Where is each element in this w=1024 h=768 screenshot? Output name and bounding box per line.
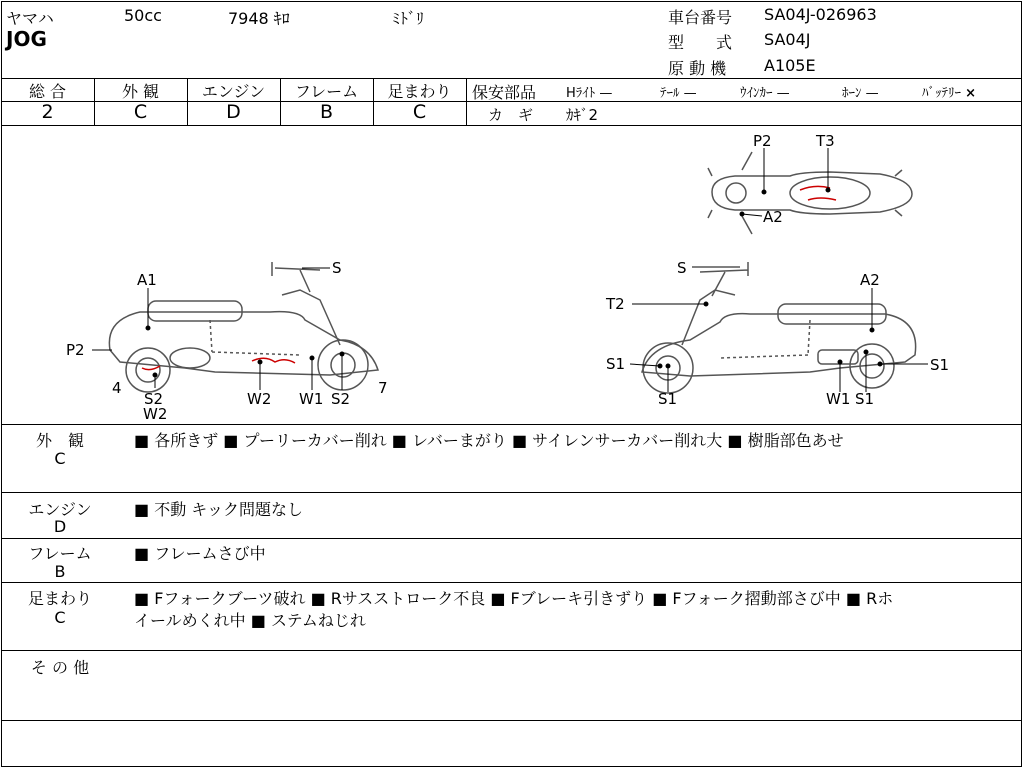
color: ﾐﾄﾞﾘ bbox=[392, 9, 425, 28]
label-left-4: 4 bbox=[112, 379, 122, 397]
grade-value-overall: 2 bbox=[41, 101, 54, 123]
safety-label: 保安部品 bbox=[472, 83, 537, 102]
label-left-w2b: W2 bbox=[247, 390, 272, 408]
displacement: 50cc bbox=[124, 6, 162, 25]
section-suspension-grade: C bbox=[54, 608, 66, 627]
label-left-s2b: S2 bbox=[331, 390, 351, 408]
label-left-s: S bbox=[332, 259, 342, 277]
grade-label-engine: エンジン bbox=[201, 82, 266, 101]
frame-number-label: 車台番号 bbox=[668, 8, 733, 27]
grade-value-engine: D bbox=[226, 101, 241, 123]
handlebar-left bbox=[272, 262, 320, 292]
label-top-t3: T3 bbox=[816, 132, 835, 150]
section-engine-grade: D bbox=[53, 517, 67, 536]
label-left-p2: P2 bbox=[66, 341, 85, 359]
label-left-a1: A1 bbox=[137, 271, 157, 289]
section-suspension-text-2: イールめくれ中 ■ ステムねじれ bbox=[134, 611, 366, 630]
safety-item-tail: ﾃｰﾙ — bbox=[660, 86, 697, 101]
section-frame-grade: B bbox=[54, 562, 66, 581]
engine-value: A105E bbox=[764, 56, 816, 75]
section-suspension-label: 足まわり bbox=[27, 589, 92, 608]
divider bbox=[1, 538, 1022, 539]
grade-label-frame: フレーム bbox=[294, 82, 359, 101]
section-engine-text: ■ 不動 キック問題なし bbox=[134, 500, 303, 519]
type-value: SA04J bbox=[764, 30, 811, 49]
frame-number: SA04J-026963 bbox=[764, 5, 877, 24]
section-exterior-text: ■ 各所きず ■ プーリーカバー削れ ■ レバーまがり ■ サイレンサーカバー削れ大 ■ 樹脂部色あせ bbox=[134, 431, 844, 450]
divider bbox=[1, 582, 1022, 583]
type-label: 型 式 bbox=[668, 33, 733, 52]
divider bbox=[1, 650, 1022, 651]
label-top-a2: A2 bbox=[763, 208, 783, 226]
front-wheel-left bbox=[318, 340, 368, 390]
label-left-7: 7 bbox=[378, 379, 388, 397]
engine-label: 原 動 機 bbox=[668, 59, 727, 78]
label-right-s1c: S1 bbox=[658, 390, 678, 408]
section-frame-label: フレーム bbox=[28, 544, 92, 563]
label-right-s1b: S1 bbox=[930, 356, 950, 374]
top-handlebar bbox=[742, 152, 752, 234]
label-right-s1d: S1 bbox=[855, 390, 875, 408]
safety-item-horn: ﾎｰﾝ — bbox=[842, 86, 879, 101]
section-exterior-label: 外 観 bbox=[35, 431, 84, 450]
label-left-s2: S2 bbox=[144, 390, 164, 408]
grade-value-suspension: C bbox=[412, 101, 427, 123]
label-right-s: S bbox=[677, 259, 687, 277]
grade-label-exterior: 外 観 bbox=[121, 82, 160, 101]
model-name: JOG bbox=[6, 27, 47, 51]
grade-label-overall: 総 合 bbox=[28, 82, 67, 101]
label-left-w1: W1 bbox=[299, 390, 324, 408]
section-exterior-grade: C bbox=[54, 449, 66, 468]
label-right-s1a: S1 bbox=[606, 355, 626, 373]
seat-left bbox=[148, 301, 242, 321]
section-engine-label: エンジン bbox=[28, 500, 92, 519]
key-label: カ ギ bbox=[488, 106, 534, 124]
body-left bbox=[109, 312, 378, 375]
divider bbox=[1, 492, 1022, 493]
label-right-w1: W1 bbox=[826, 390, 851, 408]
key-value: ｶｷﾞ2 bbox=[566, 106, 599, 124]
safety-item-winker: ｳｲﾝｶｰ — bbox=[740, 86, 790, 101]
grade-value-exterior: C bbox=[133, 101, 148, 123]
grade-value-frame: B bbox=[319, 101, 334, 123]
section-other-label: そ の 他 bbox=[30, 658, 90, 677]
label-right-t2: T2 bbox=[606, 295, 625, 313]
label-top-p2: P2 bbox=[753, 132, 772, 150]
safety-item-battery: ﾊﾞｯﾃﾘｰ × bbox=[922, 86, 977, 101]
divider bbox=[1, 720, 1022, 721]
maker: ヤマハ bbox=[6, 9, 54, 28]
section-suspension-text: ■ Fフォークブーツ破れ ■ Rサスストローク不良 ■ Fブレーキ引きずり ■ Fフォーク摺動部さび中 ■ Rホ bbox=[134, 589, 894, 608]
grade-label-suspension: 足まわり bbox=[387, 82, 452, 101]
leg-shield-left bbox=[282, 290, 340, 345]
section-frame-text: ■ フレームさび中 bbox=[134, 544, 266, 563]
safety-item-headlight: Hﾗｲﾄ — bbox=[566, 86, 613, 101]
label-left-w2a: W2 bbox=[143, 405, 168, 423]
mileage: 7948 ｷﾛ bbox=[228, 9, 290, 28]
leg-shield-right bbox=[682, 290, 735, 345]
label-right-a2: A2 bbox=[860, 271, 880, 289]
divider bbox=[1, 424, 1022, 425]
